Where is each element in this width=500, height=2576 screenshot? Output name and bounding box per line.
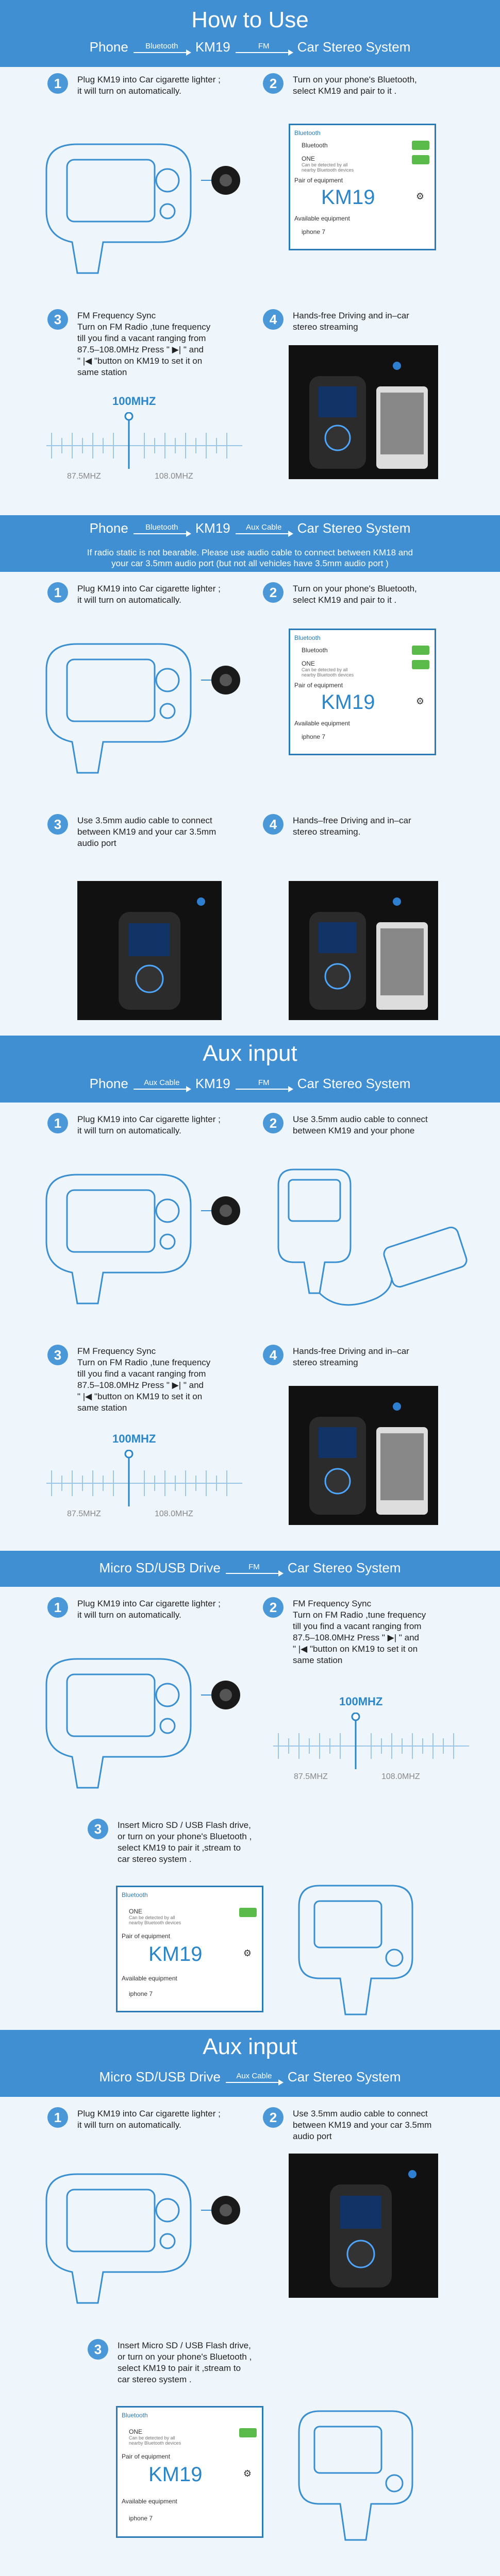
charger-illustration — [36, 124, 242, 278]
radio-static-note: If radio static is not bearable. Please use audio cable to connect between KM18 and your car 3.5mm audio port (but not all vehicles have 3.5mm audio port ) — [87, 548, 413, 568]
step-text: Turn on your phone's Bluetooth, select KM19 and pair to it . — [293, 584, 417, 605]
bluetooth-label: Bluetooth — [302, 142, 328, 149]
step-text: Plug KM19 into Car cigarette lighter ; it will turn on automatically. — [77, 1599, 221, 1620]
dial-value: 100MHZ — [112, 1432, 156, 1445]
step-number: 4 — [263, 814, 284, 835]
flow-arrow — [236, 523, 292, 534]
step-text: Plug KM19 into Car cigarette lighter ; it will turn on automatically. — [77, 1114, 221, 1136]
car-photo-graphic — [289, 345, 438, 479]
step-text: Use 3.5mm audio cable to connect between KM19 and your phone — [293, 1114, 428, 1136]
one-label: ONE — [302, 660, 315, 667]
banner-aux-input-usb — [0, 2030, 500, 2097]
flow-source: Phone — [89, 520, 128, 536]
one-label: ONE — [129, 1908, 143, 1915]
step-number: 1 — [47, 1113, 68, 1133]
section-5 — [0, 2097, 500, 2576]
settings-gear-icon[interactable]: ⚙ — [415, 191, 424, 201]
step-text: Use 3.5mm audio cable to connect between KM19 and your car 3.5mm audio port — [293, 2109, 432, 2141]
charger-side-illustration — [289, 1875, 443, 2025]
step-number: 3 — [47, 814, 68, 835]
step-text: Hands–free Driving and in–car stereo streaming. — [293, 816, 411, 837]
car-photo-graphic — [77, 881, 222, 1020]
step-number: 1 — [47, 1597, 68, 1618]
visibility-toggle[interactable] — [239, 2428, 257, 2437]
flow-arrow-label: FM — [258, 41, 270, 50]
section-1 — [0, 67, 500, 515]
flow-arrow — [226, 1563, 282, 1574]
dial-ticks — [273, 1713, 469, 1774]
step-text: FM Frequency Sync Turn on FM Radio ,tune frequency till you find a vacant ranging from 87.5–108.0MHz Press " ▶| " and " |◀ "button on KM19 to set it on same station — [77, 311, 211, 377]
frequency-dial — [46, 395, 242, 487]
flow-arrow-label: FM — [258, 1078, 270, 1087]
phone-bluetooth-screen — [116, 2406, 263, 2538]
step-number: 3 — [88, 1819, 108, 1839]
banner-how-to-use — [0, 0, 500, 67]
dial-min: 87.5MHZ — [67, 472, 101, 481]
step-number: 2 — [263, 1597, 284, 1618]
step-text: FM Frequency Sync Turn on FM Radio ,tune frequency till you find a vacant ranging from 87.5–108.0MHz Press " ▶| " and " |◀ "button on KM19 to set it on same station — [77, 1346, 211, 1413]
step-text: Turn on your phone's Bluetooth, select KM19 and pair to it . — [293, 75, 417, 96]
flow-arrow-label: Aux Cable — [236, 2071, 272, 2080]
charger-phone-cable-illustration — [258, 1159, 474, 1319]
screen-header: Bluetooth — [122, 1891, 148, 1899]
flow-arrow-label: Bluetooth — [145, 522, 178, 532]
dial-max: 108.0MHZ — [155, 472, 193, 481]
step-number: 4 — [263, 309, 284, 330]
pair-label: Pair of equipment — [122, 1933, 171, 1940]
flow-device: KM19 — [195, 520, 230, 536]
flow-arrow — [236, 42, 292, 53]
car-photo — [289, 1386, 438, 1525]
paired-device-name[interactable]: KM19 — [148, 2463, 203, 2486]
banner-usb-fm — [0, 1551, 500, 1587]
paired-device-name[interactable]: KM19 — [321, 691, 375, 714]
phone-bluetooth-screen — [116, 1886, 263, 2012]
iphone-item[interactable]: iphone 7 — [302, 733, 326, 740]
iphone-item[interactable]: iphone 7 — [302, 228, 326, 235]
dial-value: 100MHZ — [112, 395, 156, 408]
available-label: Available equipment — [122, 2498, 177, 2505]
bluetooth-toggle[interactable] — [412, 141, 429, 150]
charger-illustration — [36, 1638, 242, 1793]
flow-target: Car Stereo System — [297, 1076, 411, 1091]
charger-illustration — [36, 623, 242, 778]
page-title: How to Use — [191, 7, 309, 32]
flow-target: Car Stereo System — [297, 39, 411, 55]
section-3 — [0, 1103, 500, 1551]
phone-bluetooth-screen — [289, 629, 436, 755]
visibility-toggle[interactable] — [412, 660, 429, 669]
flow-arrow — [236, 1078, 292, 1090]
pair-label: Pair of equipment — [122, 2453, 171, 2460]
section-title: Aux input — [203, 1041, 297, 1066]
step-text: Hands-free Driving and in–car stereo streaming — [293, 1346, 409, 1367]
car-photo-graphic — [289, 1386, 438, 1525]
step-number: 2 — [263, 2107, 284, 2128]
one-sub: Can be detected by all nearby Bluetooth devices — [129, 2435, 181, 2446]
available-label: Available equipment — [294, 720, 350, 727]
flow-device: KM19 — [195, 39, 230, 55]
flow-arrow-label: Aux Cable — [144, 1078, 180, 1087]
step-number: 2 — [263, 582, 284, 603]
step-number: 1 — [47, 2107, 68, 2128]
pair-label: Pair of equipment — [294, 177, 343, 184]
car-photo — [289, 881, 438, 1020]
dial-ticks — [46, 1450, 242, 1512]
step-number: 4 — [263, 1345, 284, 1365]
dial-max: 108.0MHZ — [155, 1510, 193, 1518]
bluetooth-label: Bluetooth — [302, 647, 328, 654]
step-text: Plug KM19 into Car cigarette lighter ; it will turn on automatically. — [77, 584, 221, 605]
flow-source: Phone — [89, 39, 128, 55]
flow-arrow — [134, 1078, 190, 1090]
bluetooth-toggle[interactable] — [412, 646, 429, 655]
step-number: 3 — [88, 2339, 108, 2360]
charger-illustration — [36, 1154, 242, 1309]
car-photo — [289, 345, 438, 479]
flow-arrow — [134, 523, 190, 534]
one-sub: Can be detected by all nearby Bluetooth devices — [302, 667, 354, 677]
settings-gear-icon[interactable]: ⚙ — [415, 696, 424, 706]
visibility-toggle[interactable] — [412, 155, 429, 164]
iphone-item[interactable]: iphone 7 — [129, 1990, 153, 1997]
flow-target: Car Stereo System — [287, 1560, 401, 1575]
frequency-dial — [273, 1695, 469, 1788]
car-photo — [77, 881, 222, 1020]
screen-header: Bluetooth — [294, 129, 321, 137]
flow-device: KM19 — [195, 1076, 230, 1091]
banner-aux-cable — [0, 515, 500, 572]
step-number: 2 — [263, 73, 284, 94]
iphone-item[interactable]: iphone 7 — [129, 2515, 153, 2522]
flow-diagram — [0, 39, 500, 55]
one-label: ONE — [302, 155, 315, 162]
flow-target: Car Stereo System — [297, 520, 411, 536]
phone-bluetooth-screen — [289, 124, 436, 250]
car-photo — [289, 2154, 438, 2298]
one-sub: Can be detected by all nearby Bluetooth devices — [302, 162, 354, 173]
settings-gear-icon[interactable]: ⚙ — [243, 2468, 252, 2479]
section-2 — [0, 572, 500, 1036]
car-photo-graphic — [289, 881, 438, 1020]
one-sub: Can be detected by all nearby Bluetooth devices — [129, 1915, 181, 1925]
one-label: ONE — [129, 2428, 143, 2435]
flow-arrow-label: Aux Cable — [246, 522, 282, 532]
frequency-dial — [46, 1432, 242, 1525]
flow-diagram — [0, 1560, 500, 1576]
available-label: Available equipment — [122, 1975, 177, 1982]
visibility-toggle[interactable] — [239, 1908, 257, 1917]
step-number: 3 — [47, 1345, 68, 1365]
flow-diagram — [0, 2069, 500, 2085]
dial-ticks — [46, 412, 242, 474]
flow-diagram — [0, 1076, 500, 1092]
dial-min: 87.5MHZ — [67, 1510, 101, 1518]
flow-diagram — [0, 520, 500, 536]
flow-source: Phone — [89, 1076, 128, 1091]
section-title: Aux input — [203, 2034, 297, 2059]
step-text: Hands-free Driving and in–car stereo streaming — [293, 311, 409, 332]
step-number: 2 — [263, 1113, 284, 1133]
flow-arrow — [134, 42, 190, 53]
car-photo-graphic — [289, 2154, 438, 2298]
step-text: Insert Micro SD / USB Flash drive, or turn on your phone's Bluetooth , select KM19 to pair it ,stream to car stereo system . — [118, 2341, 252, 2384]
step-text: FM Frequency Sync Turn on FM Radio ,tune frequency till you find a vacant ranging from 87.5–108.0MHz Press " ▶| " and " |◀ "button on KM19 to set it on same station — [293, 1599, 426, 1665]
step-number: 1 — [47, 582, 68, 603]
flow-target: Car Stereo System — [287, 2069, 401, 2084]
step-text: Plug KM19 into Car cigarette lighter ; it will turn on automatically. — [77, 2109, 221, 2130]
dial-max: 108.0MHZ — [381, 1772, 420, 1781]
pair-label: Pair of equipment — [294, 682, 343, 689]
flow-arrow — [226, 2072, 282, 2083]
screen-header: Bluetooth — [294, 634, 321, 641]
section-4 — [0, 1587, 500, 2030]
step-number: 1 — [47, 73, 68, 94]
dial-min: 87.5MHZ — [294, 1772, 328, 1781]
paired-device-name[interactable]: KM19 — [148, 1943, 203, 1965]
charger-illustration — [36, 2154, 242, 2308]
step-text: Use 3.5mm audio cable to connect between KM19 and your car 3.5mm audio port — [77, 816, 216, 848]
flow-source: Micro SD/USB Drive — [99, 2069, 221, 2084]
banner-aux-input — [0, 1036, 500, 1103]
screen-header: Bluetooth — [122, 2412, 148, 2419]
paired-device-name[interactable]: KM19 — [321, 186, 375, 209]
step-number: 3 — [47, 309, 68, 330]
flow-arrow-label: FM — [248, 1562, 260, 1571]
settings-gear-icon[interactable]: ⚙ — [243, 1948, 252, 1958]
step-text: Insert Micro SD / USB Flash drive, or turn on your phone's Bluetooth , select KM19 to pair it ,stream to car stereo system . — [118, 1820, 252, 1864]
flow-source: Micro SD/USB Drive — [99, 1560, 221, 1575]
dial-value: 100MHZ — [339, 1695, 383, 1708]
step-text: Plug KM19 into Car cigarette lighter ; it will turn on automatically. — [77, 75, 221, 96]
charger-side-illustration — [289, 2401, 443, 2550]
flow-arrow-label: Bluetooth — [145, 41, 178, 50]
available-label: Available equipment — [294, 215, 350, 222]
